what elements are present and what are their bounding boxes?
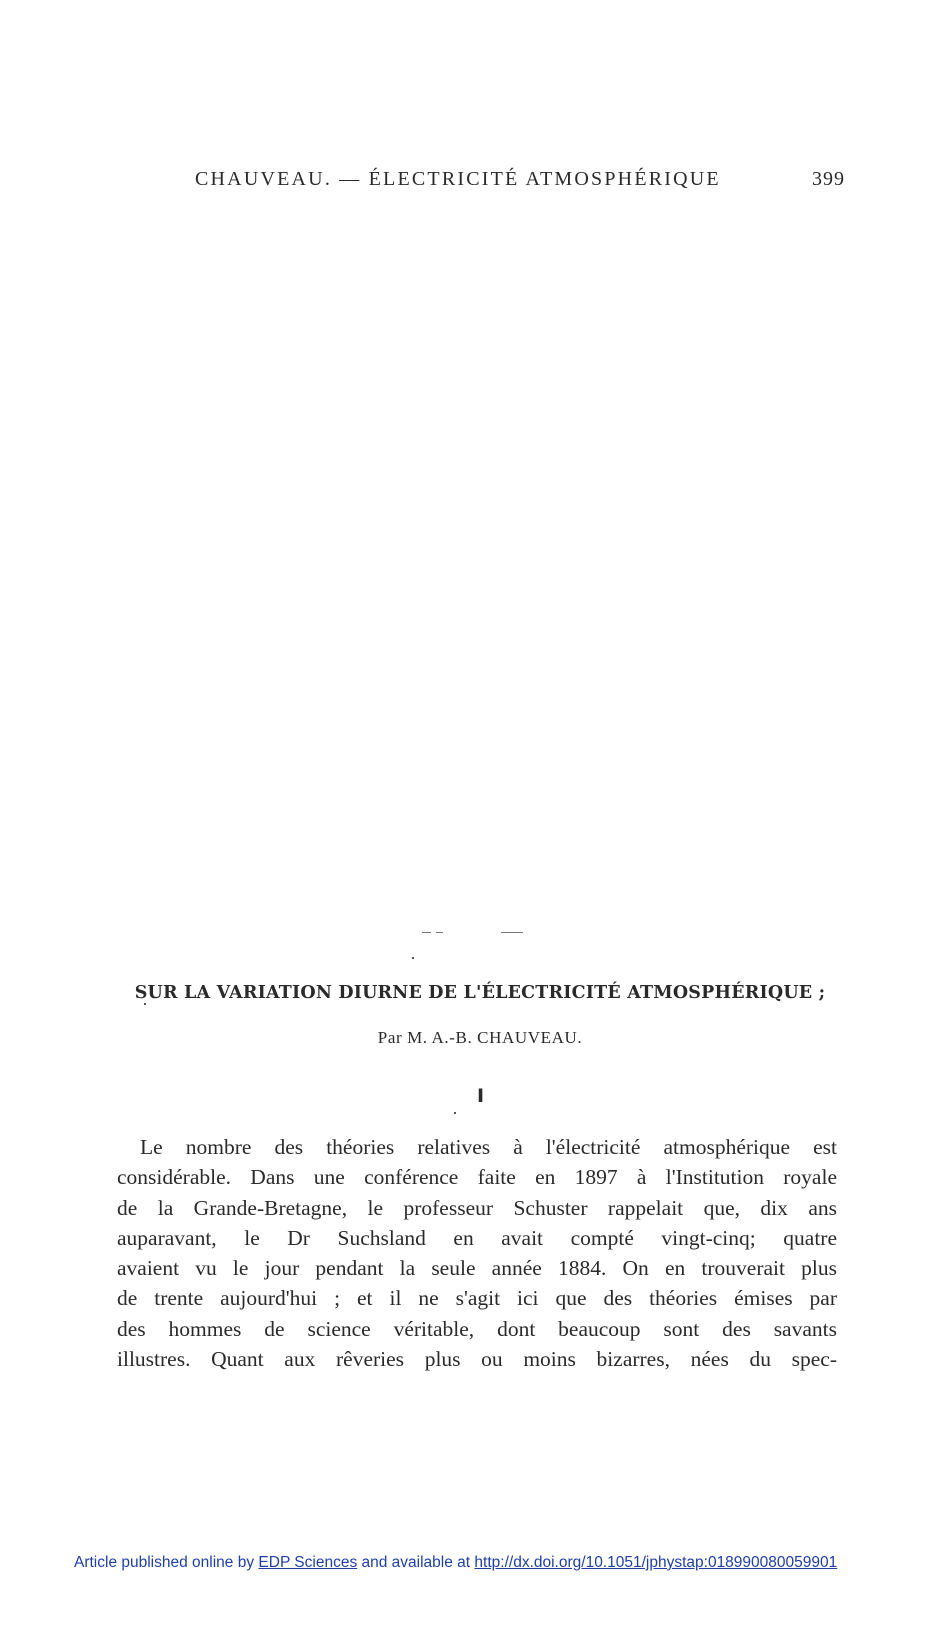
separator-dash bbox=[422, 932, 431, 933]
section-numeral: I bbox=[477, 1085, 485, 1107]
paragraph-line: de la Grande-Bretagne, le professeur Schuster rappelait que, dix ans bbox=[117, 1195, 837, 1220]
notice-prefix: Article published online by bbox=[74, 1554, 255, 1571]
page-number: 399 bbox=[812, 168, 845, 190]
paragraph-line: considérable. Dans une conférence faite en 1897 à l'Institution royale bbox=[117, 1165, 837, 1190]
running-title: CHAUVEAU. — ÉLECTRICITÉ ATMOSPHÉRIQUE bbox=[195, 168, 721, 190]
author-line: Par M. A.-B. CHAUVEAU. bbox=[377, 1028, 583, 1047]
separator-marks bbox=[0, 926, 930, 938]
doi-link[interactable]: http://dx.doi.org/10.1051/jphystap:018990080059901 bbox=[474, 1554, 838, 1571]
publication-notice bbox=[74, 1554, 837, 1572]
separator-dash bbox=[501, 932, 523, 933]
body-paragraph bbox=[117, 1132, 837, 1374]
notice-middle: and available at bbox=[361, 1554, 471, 1571]
separator-dash bbox=[436, 932, 443, 933]
running-header bbox=[0, 168, 930, 194]
paragraph-line: auparavant, le Dr Suchsland en avait compté vingt-cinq; quatre bbox=[117, 1225, 837, 1250]
article-title: SUR LA VARIATION DIURNE DE L'ÉLECTRICITÉ ATMOSPHÉRIQUE ; bbox=[134, 983, 826, 1003]
print-speck bbox=[412, 957, 414, 959]
paragraph-line: des hommes de science véritable, dont beaucoup sont des savants bbox=[117, 1316, 837, 1341]
publisher-link[interactable]: EDP Sciences bbox=[258, 1554, 358, 1571]
print-speck bbox=[454, 1112, 456, 1114]
paragraph-line: de trente aujourd'hui ; et il ne s'agit ici que des théories émises par bbox=[117, 1286, 837, 1311]
paragraph-line: avaient vu le jour pendant la seule année 1884. On en trouverait plus bbox=[117, 1256, 837, 1281]
paragraph-line: Le nombre des théories relatives à l'électricité atmosphérique est bbox=[140, 1135, 837, 1159]
print-speck bbox=[144, 1003, 146, 1005]
paragraph-line: illustres. Quant aux rêveries plus ou moins bizarres, nées du spec- bbox=[117, 1347, 837, 1372]
